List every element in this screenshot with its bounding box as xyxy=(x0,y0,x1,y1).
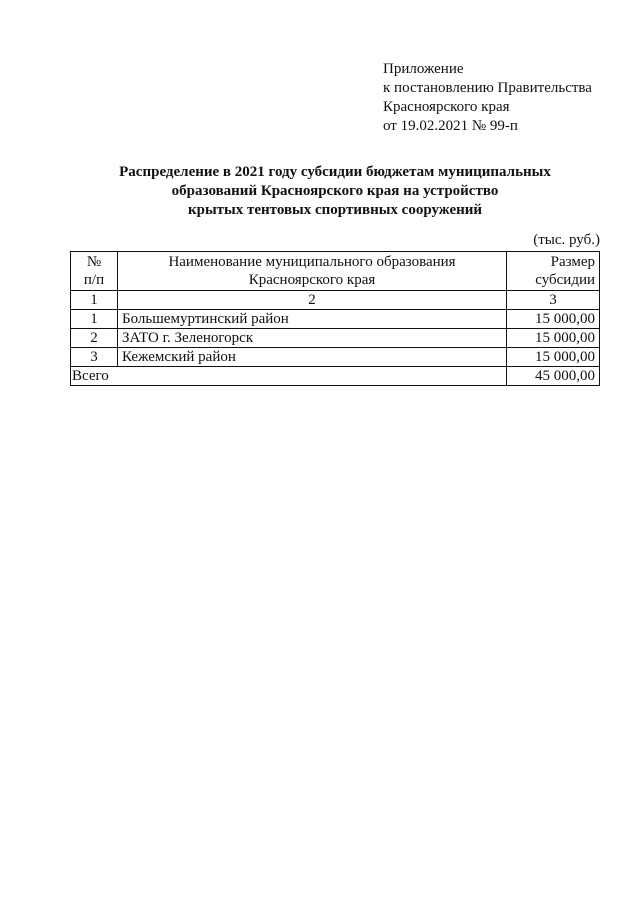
header-text: Наименование муниципального образования xyxy=(168,254,456,270)
total-amount: 45 000,00 xyxy=(507,367,600,386)
document-title xyxy=(70,163,600,220)
header-amount xyxy=(507,252,600,291)
appendix-block xyxy=(383,60,592,136)
table-row xyxy=(71,348,600,367)
header-text: Размер xyxy=(550,254,595,270)
appendix-line: Приложение xyxy=(383,61,464,77)
appendix-line: от 19.02.2021 № 99-п xyxy=(383,118,518,134)
row-num: 3 xyxy=(71,348,118,367)
table-row xyxy=(71,329,600,348)
row-name: Большемуртинский район xyxy=(118,310,507,329)
unit-label: (тыс. руб.) xyxy=(533,232,600,248)
table-row xyxy=(71,310,600,329)
title-line: Распределение в 2021 году субсидии бюджетам муниципальных xyxy=(119,164,551,180)
row-amount: 15 000,00 xyxy=(507,329,600,348)
column-index: 2 xyxy=(118,291,507,310)
appendix-line: к постановлению Правительства xyxy=(383,80,592,96)
row-name: Кежемский район xyxy=(118,348,507,367)
row-name: ЗАТО г. Зеленогорск xyxy=(118,329,507,348)
total-label: Всего xyxy=(71,367,507,386)
column-index-row xyxy=(71,291,600,310)
header-text: Красноярского края xyxy=(248,272,376,288)
total-row xyxy=(71,367,600,386)
table-header-row xyxy=(71,252,600,291)
title-line: образований Красноярского края на устройство xyxy=(171,183,499,199)
row-num: 1 xyxy=(71,310,118,329)
subsidy-table xyxy=(70,251,600,386)
title-line: крытых тентовых спортивных сооружений xyxy=(187,202,483,218)
appendix-line: Красноярского края xyxy=(383,99,510,115)
column-index: 3 xyxy=(507,291,600,310)
row-amount: 15 000,00 xyxy=(507,348,600,367)
header-text: субсидии xyxy=(535,272,595,288)
header-text: № xyxy=(86,254,102,270)
column-index: 1 xyxy=(71,291,118,310)
header-num xyxy=(71,252,118,291)
row-num: 2 xyxy=(71,329,118,348)
row-amount: 15 000,00 xyxy=(507,310,600,329)
header-text: п/п xyxy=(83,272,105,288)
header-name xyxy=(118,252,507,291)
